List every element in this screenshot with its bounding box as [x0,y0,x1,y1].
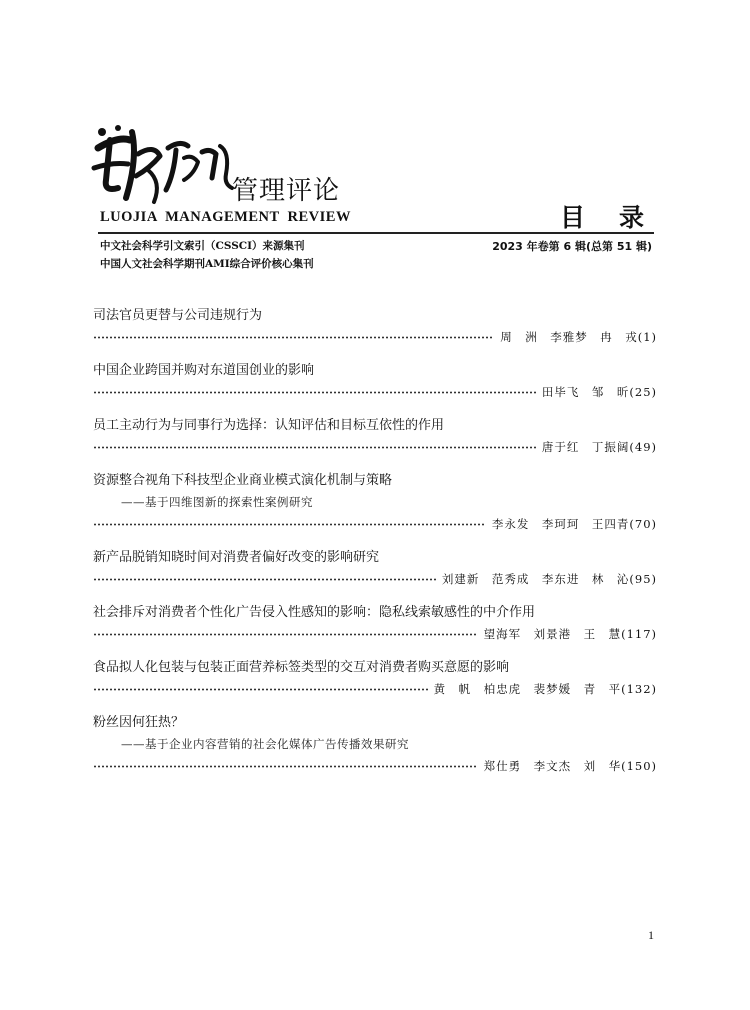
article-title[interactable]: 粉丝因何狂热？ [93,715,185,730]
journal-calligraphy-logo [88,118,238,206]
article-authors: 周 洲 李雅梦 冉 戎(1) [500,330,657,344]
toc-entry[interactable] [93,711,657,774]
toc-entry[interactable] [93,414,657,455]
article-title[interactable]: 中国企业跨国并购对东道国创业的影响 [93,363,315,378]
article-title[interactable]: 资源整合视角下科技型企业商业模式演化机制与策略 [93,473,393,488]
toc-entry[interactable] [93,469,657,532]
leader-dots [93,765,478,768]
article-authors: 刘建新 范秀成 李东进 林 沁(95) [441,572,657,586]
article-authors: 望海军 刘景港 王 慧(117) [483,627,657,641]
article-authors: 唐于红 丁振阔(49) [541,440,657,454]
toc-entry[interactable] [93,601,657,642]
issue-info: 2023 年卷第 6 辑(总第 51 辑) [492,240,652,253]
leader-dots [93,446,536,449]
toc-entry[interactable] [93,546,657,587]
article-title[interactable]: 食品拟人化包装与包装正面营养标签类型的交互对消费者购买意愿的影响 [93,660,510,675]
leader-dots [93,578,436,581]
article-authors: 李永发 李珂珂 王四青(70) [491,517,657,531]
article-title[interactable]: 员工主动行为与同事行为选择：认知评估和目标互依性的作用 [93,418,445,433]
article-authors: 黄 帆 柏忠虎 裴梦媛 青 平(132) [433,682,657,696]
article-title[interactable]: 社会排斥对消费者个性化广告侵入性感知的影响：隐私线索敏感性的中介作用 [93,605,536,620]
article-authors: 田毕飞 邹 昕(25) [541,385,657,399]
contents-heading: 目录 [560,203,679,232]
toc-entry[interactable] [93,656,657,697]
toc-entry[interactable] [93,304,657,345]
leader-dots [93,688,428,691]
index-line-cssci: 中文社会科学引文索引（CSSCI）来源集刊 [100,240,305,252]
journal-name-en: LUOJIA MANAGEMENT REVIEW [100,209,351,225]
leader-dots [93,633,478,636]
leader-dots [93,523,486,526]
header-rule [98,232,654,234]
index-line-ami: 中国人文社会科学期刊AMI综合评价核心集刊 [100,258,314,270]
article-subtitle: ——基于企业内容营销的社会化媒体广告传播效果研究 [121,737,409,751]
page-number: 1 [648,928,654,942]
article-authors: 郑仕勇 李文杰 刘 华(150) [483,759,657,773]
article-subtitle: ——基于四维图新的探索性案例研究 [121,495,313,509]
article-title[interactable]: 司法官员更替与公司违规行为 [93,308,263,323]
leader-dots [93,336,494,339]
toc-entry[interactable] [93,359,657,400]
journal-name-cn: 管理评论 [232,176,341,206]
article-title[interactable]: 新产品脱销知晓时间对消费者偏好改变的影响研究 [93,550,380,565]
leader-dots [93,391,536,394]
